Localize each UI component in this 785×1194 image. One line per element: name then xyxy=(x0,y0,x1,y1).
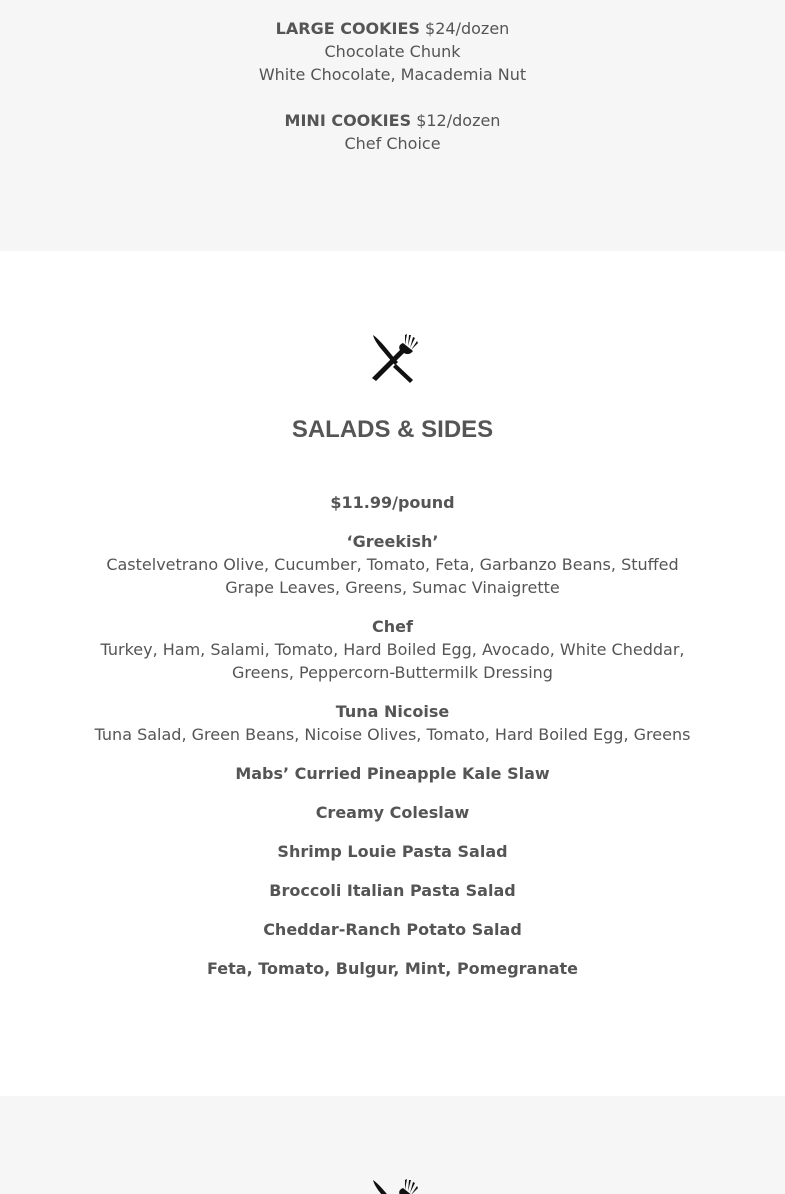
cookie-flavor: Chocolate Chunk xyxy=(324,42,461,61)
list-item xyxy=(80,530,705,599)
cookie-group-mini xyxy=(0,109,785,155)
list-item xyxy=(80,762,705,785)
item-name: Feta, Tomato, Bulgur, Mint, Pomegranate xyxy=(206,959,579,978)
item-description: Tuna Salad, Green Beans, Nicoise Olives, Tomato, Hard Boiled Egg, Greens xyxy=(94,725,691,744)
cookie-name: MINI COOKIES xyxy=(284,111,412,130)
fork-knife-icon xyxy=(365,1174,421,1194)
cookie-heading xyxy=(0,109,785,132)
list-item xyxy=(80,918,705,941)
list-item xyxy=(80,801,705,824)
list-item xyxy=(80,957,705,980)
cookie-price: $24/dozen xyxy=(425,19,510,38)
salad-list xyxy=(0,530,785,980)
item-name: Shrimp Louie Pasta Salad xyxy=(277,842,508,861)
item-name: Mabs’ Curried Pineapple Kale Slaw xyxy=(235,764,550,783)
next-section xyxy=(0,1096,785,1194)
list-item xyxy=(80,840,705,863)
fork-knife-icon xyxy=(365,329,421,385)
item-name: Broccoli Italian Pasta Salad xyxy=(269,881,516,900)
cookie-price: $12/dozen xyxy=(416,111,501,130)
item-name: Cheddar-Ranch Potato Salad xyxy=(263,920,522,939)
item-name: ‘Greekish’ xyxy=(346,532,439,551)
cookie-heading xyxy=(0,17,785,40)
item-name: Tuna Nicoise xyxy=(335,702,450,721)
cookie-name: LARGE COOKIES xyxy=(275,19,420,38)
item-description: Turkey, Ham, Salami, Tomato, Hard Boiled Egg, Avocado, White Cheddar, Greens, Peppercorn-Buttermilk Dressing xyxy=(100,640,685,682)
item-name: Creamy Coleslaw xyxy=(315,803,470,822)
price-per-pound: $11.99/pound xyxy=(330,493,455,512)
item-description: Castelvetrano Olive, Cucumber, Tomato, Feta, Garbanzo Beans, Stuffed Grape Leaves, Greens, Sumac Vinaigrette xyxy=(106,555,679,597)
salads-section xyxy=(0,251,785,1096)
section-title: SALADS & SIDES xyxy=(291,416,494,443)
cookie-group-large xyxy=(0,17,785,86)
item-name: Chef xyxy=(372,617,413,636)
list-item xyxy=(80,700,705,746)
cookies-section xyxy=(0,0,785,251)
list-item xyxy=(80,879,705,902)
list-item xyxy=(80,615,705,684)
cookie-flavor: Chef Choice xyxy=(344,134,441,153)
cookie-flavor: White Chocolate, Macademia Nut xyxy=(258,65,527,84)
